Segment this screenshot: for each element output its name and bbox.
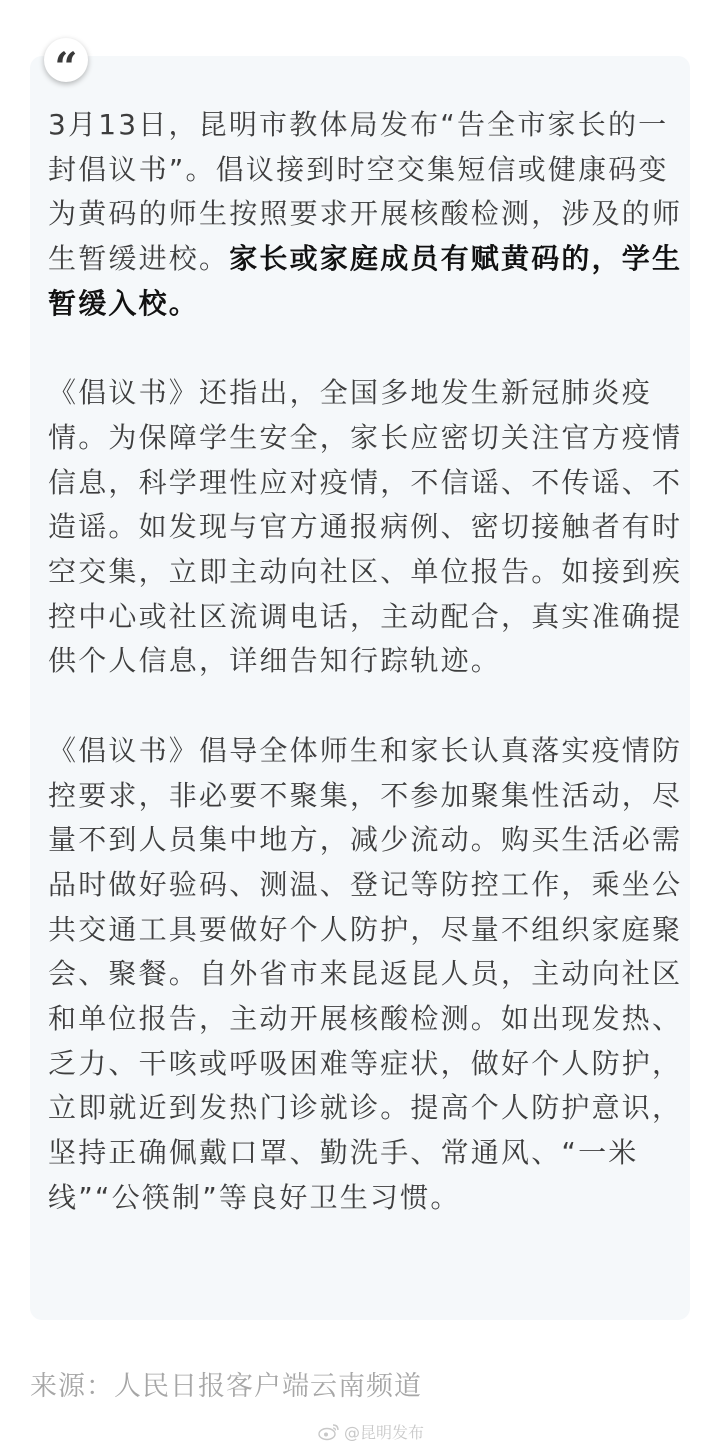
article-body [48,103,688,1265]
watermark [318,1420,424,1443]
weibo-icon [318,1423,340,1441]
quote-mark-icon: “ [44,38,88,82]
paragraph-1-bold: 家长或家庭成员有赋黄码的，学生暂缓入校。 [48,242,683,320]
paragraph-1-text: 3月13日，昆明市教体局发布“告全市家长的一封倡议书”。倡议接到时空交集短信或健康码变为黄码的师生按照要求开展核酸检测，涉及的师生暂缓进校。 [48,108,683,276]
source-line: 来源：人民日报客户端云南频道 [30,1371,422,1402]
paragraph-2: 《倡议书》还指出，全国多地发生新冠肺炎疫情。为保障学生安全，家长应密切关注官方疫情信息，科学理性应对疫情，不信谣、不传谣、不造谣。如发现与官方通报病例、密切接触者有时空交集，立即主动向社区、单位报告。如接到疾控中心或社区流调电话，主动配合，真实准确提供个人信息，详细告知行踪轨迹。 [48,376,683,678]
paragraph-3: 《倡议书》倡导全体师生和家长认真落实疫情防控要求，非必要不聚集，不参加聚集性活动，尽量不到人员集中地方，减少流动。购买生活必需品时做好验码、测温、登记等防控工作，乘坐公共交通工具要做好个人防护，尽量不组织家庭聚会、聚餐。自外省市来昆返昆人员，主动向社区和单位报告，主动开展核酸检测。如出现发热、乏力、干咳或呼吸困难等症状，做好个人防护，立即就近到发热门诊就诊。提高个人防护意识，坚持正确佩戴口罩、勤洗手、常通风、“一米线”“公筷制”等良好卫生习惯。 [48,733,683,1214]
paragraph-1 [48,103,688,327]
watermark-text: @昆明发布 [344,1423,425,1442]
